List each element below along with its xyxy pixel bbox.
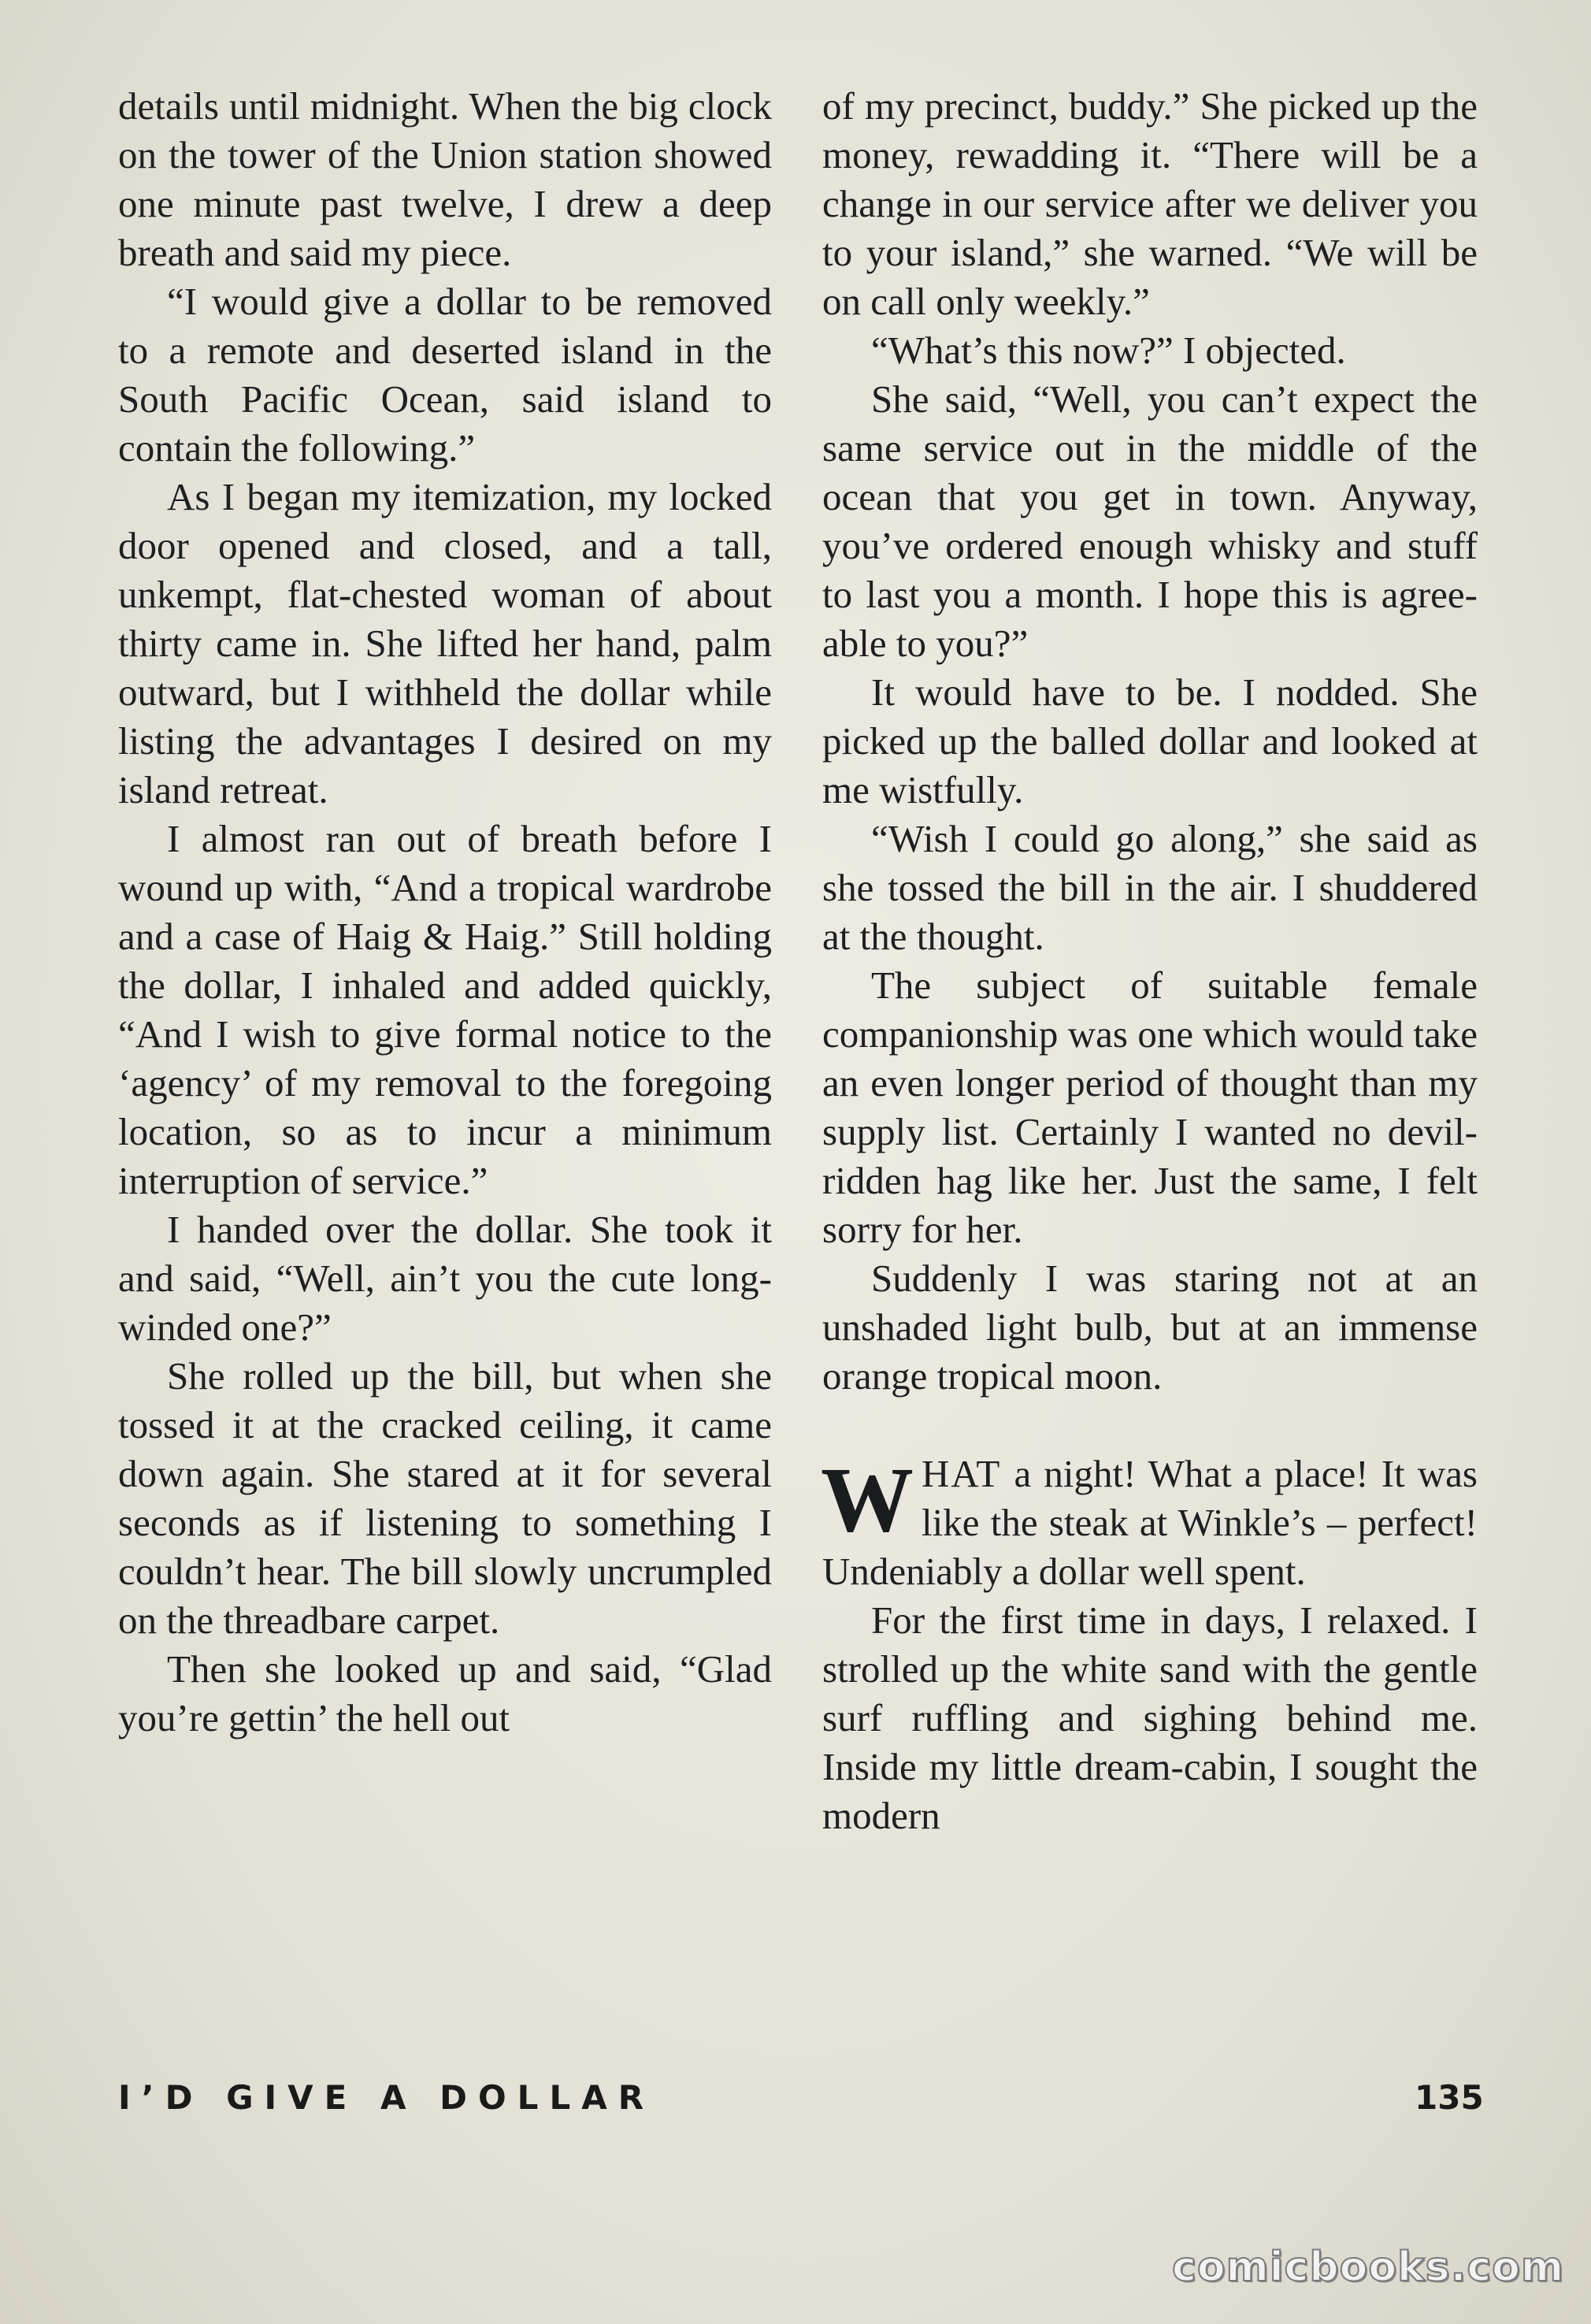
paragraph: “What’s this now?” I objected. [871,329,1346,372]
paragraph: It would have to be. I nodded. She picked up the balled dollar and looked at me wistfully. [822,670,1478,811]
paragraph: The subject of suitable female companionship was one which would take an even longer period of thought than my supply list. Certainly I wanted no devil-ridden hag like her. Just the same, I felt sorry for her. [822,963,1478,1251]
watermark: comicbooks.com [1172,2244,1565,2291]
small-caps-lead: HAT [922,1452,1002,1495]
paragraph-text: a night! What a place! It was like the steak at Winkle’s – perfect! Undeniably a dollar well spent. [822,1452,1478,1593]
paragraph: of my precinct, buddy.” She picked up the money, rewadding it. “There will be a change in our service after we deliver you to your island,” she warned. “We will be on call only weekly.” [822,84,1478,323]
paragraph: Then she looked up and said, “Glad you’re gettin’ the hell out [118,1647,772,1739]
section-break [822,1401,1478,1450]
paragraph: She rolled up the bill, but when she tossed it at the cracked ceiling, it came down again. She stared at it for several seconds as if listening to something I couldn’t hear. The bill slowly uncrumpled on the threadbare carpet. [118,1354,772,1642]
running-footer-title: I’D GIVE A DOLLAR [118,2078,655,2117]
paragraph: For the first time in days, I relaxed. I strolled up the white sand with the gentle surf ruffling and sighing behind me. Inside my little dream-cabin, I sought the modern [822,1598,1478,1837]
section-opening-paragraph [822,1450,1478,1596]
text-column-left [118,82,772,1743]
paragraph: I almost ran out of breath before I wound up with, “And a tropical wardrobe and a case of Haig & Haig.” Still holding the dollar, I inhaled and added quickly, “And I wish to give formal notice to the ‘agency’ of my removal to the foregoing location, so as to incur a minimum interruption of service.” [118,817,772,1202]
text-column-right [822,82,1478,1840]
page-number: 135 [1415,2078,1484,2117]
paragraph: Suddenly I was staring not at an unshaded light bulb, but at an immense orange tropical moon. [822,1257,1478,1398]
paragraph: As I began my itemization, my locked door opened and closed, and a tall, unkempt, flat-chested woman of about thirty came in. She lifted her hand, palm outward, but I withheld the dollar while listing the advantages I desired on my island retreat. [118,475,772,811]
paragraph: I handed over the dollar. She took it and said, “Well, ain’t you the cute long-winded one?” [118,1208,772,1349]
paragraph: She said, “Well, you can’t expect the same service out in the middle of the ocean that you get in town. Anyway, you’ve ordered enough whisky and stuff to last you a month. I hope this is agreeable to you?” [822,377,1478,665]
paragraph: “Wish I could go along,” she said as she tossed the bill in the air. I shuddered at the thought. [822,817,1478,958]
drop-cap: W [821,1448,914,1551]
paragraph: details until midnight. When the big clock on the tower of the Union station showed one minute past twelve, I drew a deep breath and said my piece. [118,84,772,274]
paragraph: “I would give a dollar to be removed to a remote and deserted island in the South Pacific Ocean, said island to contain the following.” [118,280,772,470]
